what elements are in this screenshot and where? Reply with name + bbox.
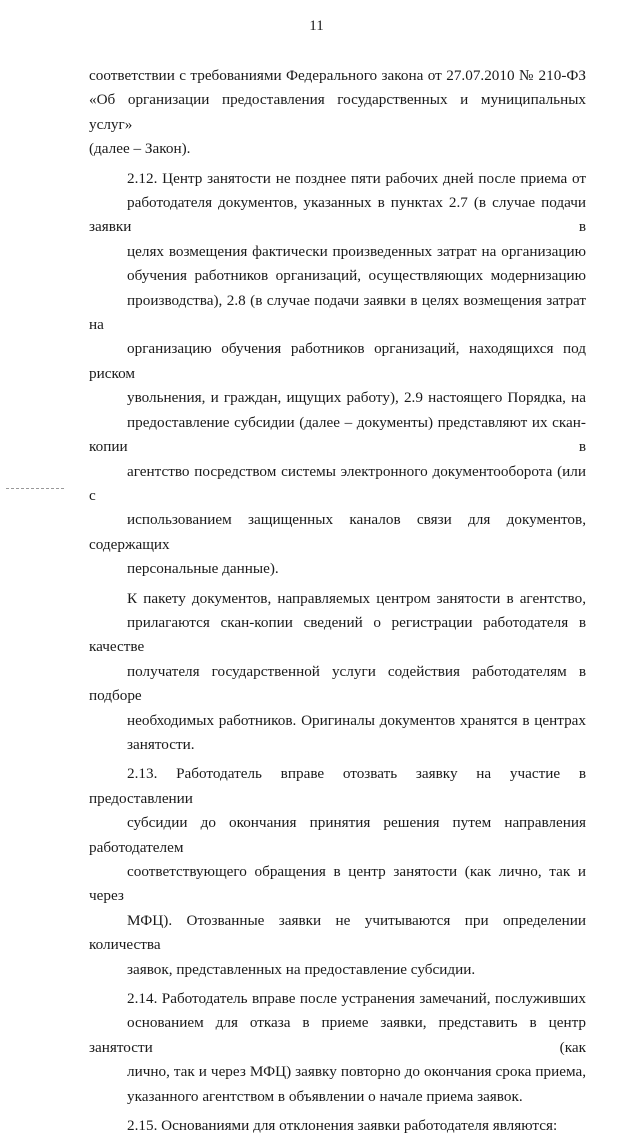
text-line: 2.13. Работодатель вправе отозвать заявку на участие в предоставлении: [89, 765, 586, 807]
text-line: К пакету документов, направляемых центром занятости в агентство,: [127, 589, 586, 607]
paragraph-2-13: [89, 762, 586, 982]
text-line: целях возмещения фактически произведенных затрат на организацию: [127, 242, 586, 260]
text-line: соответствии с требованиями Федерального закона от 27.07.2010 № 210-ФЗ: [89, 67, 586, 84]
text-line: персональные данные).: [127, 560, 279, 578]
page-number: 11: [309, 18, 324, 34]
text-line: лично, так и через МФЦ) заявку повторно до окончания срока приема,: [127, 1063, 586, 1081]
text-line: МФЦ). Отозванные заявки не учитываются при определении количества: [89, 911, 586, 954]
text-line: прилагаются скан-копии сведений о регистрации работодателя в качестве: [89, 613, 586, 656]
text-line: занятости.: [127, 735, 195, 753]
text-line: производства), 2.8 (в случае подачи заявки в целях возмещения затрат на: [89, 291, 586, 334]
paragraph-2-12: [89, 167, 586, 582]
text-line: 2.14. Работодатель вправе после устранения замечаний, послуживших: [127, 990, 586, 1008]
text-line: основанием для отказа в приеме заявки, представить в центр занятости (как: [89, 1014, 586, 1056]
paragraph-law-reference: [89, 64, 586, 162]
paragraph-document-package: [89, 587, 586, 758]
text-line: «Об организации предоставления государственных и муниципальных услуг»: [89, 91, 586, 133]
text-line: организацию обучения работников организаций, находящихся под риском: [89, 340, 586, 382]
text-line: 2.15. Основаниями для отклонения заявки работодателя являются:: [127, 1117, 558, 1135]
text-line: получателя государственной услуги содействия работодателям в подборе: [89, 662, 586, 705]
text-line: использованием защищенных каналов связи для документов, содержащих: [89, 511, 586, 553]
text-line: обучения работников организаций, осуществляющих модернизацию: [127, 267, 586, 285]
text-line: увольнения, и граждан, ищущих работу), 2.9 настоящего Порядка, на: [127, 389, 586, 407]
paragraph-2-14: [89, 987, 586, 1109]
text-line: субсидии до окончания принятия решения путем направления работодателем: [89, 814, 586, 856]
scan-artifact-line: [6, 488, 64, 490]
text-line: 2.12. Центр занятости не позднее пяти рабочих дней после приема от: [127, 169, 586, 187]
text-line: работодателя документов, указанных в пунктах 2.7 (в случае подачи заявки в: [89, 194, 586, 236]
text-line: заявок, представленных на предоставление субсидии.: [127, 960, 476, 978]
paragraph-2-15: [89, 1114, 586, 1138]
text-line: агентство посредством системы электронного документооборота (или с: [89, 462, 586, 504]
text-line: соответствующего обращения в центр занятости (как лично, так и через: [89, 863, 586, 905]
text-line: необходимых работников. Оригиналы документов хранятся в центрах: [127, 711, 586, 729]
text-line: указанного агентством в объявлении о начале приема заявок.: [127, 1087, 523, 1105]
text-line: предоставление субсидии (далее – документы) представляют их скан-копии в: [89, 413, 586, 456]
text-line: (далее – Закон).: [89, 140, 191, 158]
document-body: [89, 64, 586, 1143]
